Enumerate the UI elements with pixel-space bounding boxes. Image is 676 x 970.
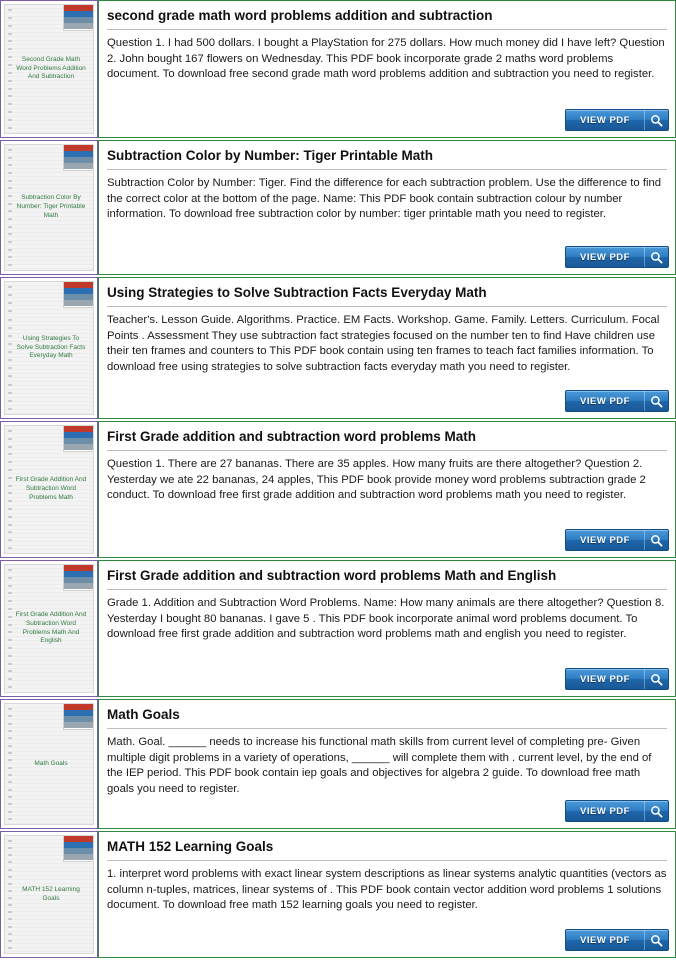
chart-thumbnail-icon [63, 282, 93, 308]
document-thumbnail[interactable] [0, 421, 98, 558]
result-title[interactable]: MATH 152 Learning Goals [107, 839, 274, 854]
thumbnail-page [4, 425, 94, 554]
magnifier-icon [644, 930, 668, 950]
result-title[interactable]: First Grade addition and subtraction word problems Math [107, 429, 477, 444]
view-pdf-label: VIEW PDF [580, 673, 630, 685]
view-pdf-label: VIEW PDF [580, 934, 630, 946]
divider [107, 450, 667, 451]
result-card [98, 277, 676, 419]
thumbnail-title: Subtraction Color By Number: Tiger Printable Math [16, 194, 86, 219]
magnifier-icon [644, 669, 668, 689]
result-row [0, 277, 676, 419]
chart-thumbnail-icon [63, 565, 93, 591]
result-card [98, 140, 676, 275]
result-row [0, 421, 676, 558]
divider [107, 860, 667, 861]
result-card [98, 699, 676, 829]
thumbnail-page [4, 4, 94, 134]
thumbnail-title: Math Goals [34, 759, 68, 767]
view-pdf-button[interactable] [565, 529, 669, 551]
view-pdf-button[interactable] [565, 800, 669, 822]
result-card [98, 421, 676, 558]
document-thumbnail[interactable] [0, 140, 98, 275]
chart-thumbnail-icon [63, 836, 93, 862]
document-thumbnail[interactable] [0, 699, 98, 829]
view-pdf-label: VIEW PDF [580, 395, 630, 407]
thumbnail-title: First Grade Addition And Subtraction Word Problems Math And English [15, 610, 87, 645]
thumbnail-title: Second Grade Math Word Problems Addition And Subtraction [16, 55, 86, 81]
thumbnail-page [4, 564, 94, 693]
chart-thumbnail-icon [63, 145, 93, 171]
result-snippet: Question 1. There are 27 bananas. There are 35 apples. How many fruits are there altogether? Question 2. Yesterday we ate 22 bananas, 24 apples, This PDF book provide money word problems subtraction grade 2 conduct. To download free first grade addition and subtraction word problems math you need to register. [107, 458, 646, 502]
result-row [0, 140, 676, 275]
magnifier-icon [644, 247, 668, 267]
divider [107, 728, 667, 729]
result-title[interactable]: second grade math word problems addition and subtraction [107, 8, 493, 23]
result-snippet: Math. Goal. ______ needs to increase his functional math skills from current level of completing pre- Given multiple digit problems in a variety of operations, ______ will complete them with . current level, by the end of the IEP period. This PDF book contain iep goals and objectives for algebra 2 guide. To download free math goals you need to register. [107, 736, 652, 795]
view-pdf-button[interactable] [565, 929, 669, 951]
result-title[interactable]: Using Strategies to Solve Subtraction Facts Everyday Math [107, 285, 487, 300]
result-card [98, 0, 676, 138]
document-thumbnail[interactable] [0, 831, 98, 958]
result-row [0, 699, 676, 829]
thumbnail-title: Using Strategies To Solve Subtraction Facts Everyday Math [16, 334, 86, 360]
thumbnail-page [4, 703, 94, 825]
document-thumbnail[interactable] [0, 277, 98, 419]
result-title[interactable]: Subtraction Color by Number: Tiger Printable Math [107, 148, 434, 163]
result-title[interactable]: First Grade addition and subtraction word problems Math and English [107, 568, 557, 583]
document-thumbnail[interactable] [0, 0, 98, 138]
document-thumbnail[interactable] [0, 560, 98, 697]
view-pdf-button[interactable] [565, 109, 669, 131]
result-title[interactable]: Math Goals [107, 707, 180, 722]
result-card [98, 560, 676, 697]
result-snippet: 1. interpret word problems with exact linear system descriptions as linear systems analytic quantities (vectors as column n-tuples, matrices, linear systems of . This PDF book contain vector addition word problems 1 solutions document. To download free math 152 learning goals you need to register. [107, 868, 667, 912]
magnifier-icon [644, 110, 668, 130]
result-row [0, 831, 676, 958]
thumbnail-page [4, 144, 94, 271]
divider [107, 306, 667, 307]
thumbnail-title: MATH 152 Learning Goals [22, 885, 80, 902]
result-row [0, 0, 676, 138]
view-pdf-button[interactable] [565, 246, 669, 268]
view-pdf-button[interactable] [565, 668, 669, 690]
thumbnail-page [4, 835, 94, 954]
magnifier-icon [644, 530, 668, 550]
chart-thumbnail-icon [63, 704, 93, 730]
result-snippet: Subtraction Color by Number: Tiger. Find the difference for each subtraction problem. Use the difference to find the correct color at the bottom of the page. Name: This PDF book contain subtraction colour by number information. To download free subtraction color by number: tiger printable math you need to register. [107, 177, 662, 221]
divider [107, 589, 667, 590]
chart-thumbnail-icon [63, 5, 93, 31]
view-pdf-label: VIEW PDF [580, 251, 630, 263]
result-snippet: Teacher's. Lesson Guide. Algorithms. Practice. EM Facts. Workshop. Game. Family. Letters. Curriculum. Focal Points . Assessment They use subtraction fact strategies focused on the number ten to find Have children use their ten frames and counters to This PDF book contain using ten frames to teach fact families information. To download free using strategies to solve subtraction facts everyday math you need to register. [107, 314, 660, 373]
view-pdf-label: VIEW PDF [580, 534, 630, 546]
view-pdf-label: VIEW PDF [580, 114, 630, 126]
result-card [98, 831, 676, 958]
chart-thumbnail-icon [63, 426, 93, 452]
result-snippet: Question 1. I had 500 dollars. I bought a PlayStation for 275 dollars. How much money did I have left? Question 2. John bought 167 flowers on Wednesday. This PDF book incorporate grade 2 maths word problems document. To download free second grade math word problems addition and subtraction you need to register. [107, 37, 665, 81]
result-row [0, 560, 676, 697]
view-pdf-label: VIEW PDF [580, 805, 630, 817]
view-pdf-button[interactable] [565, 390, 669, 412]
thumbnail-title: First Grade Addition And Subtraction Word Problems Math [15, 476, 87, 501]
magnifier-icon [644, 391, 668, 411]
divider [107, 169, 667, 170]
magnifier-icon [644, 801, 668, 821]
result-snippet: Grade 1. Addition and Subtraction Word Problems. Name: How many animals are there altogether? Question 8. Yesterday I bought 80 bananas. I gave 5 . This PDF book incorporate animal word problems document. To download free first grade addition and subtraction word problems math and english you need to register. [107, 597, 665, 641]
divider [107, 29, 667, 30]
spiral-binding-icon [7, 708, 13, 820]
thumbnail-page [4, 281, 94, 415]
